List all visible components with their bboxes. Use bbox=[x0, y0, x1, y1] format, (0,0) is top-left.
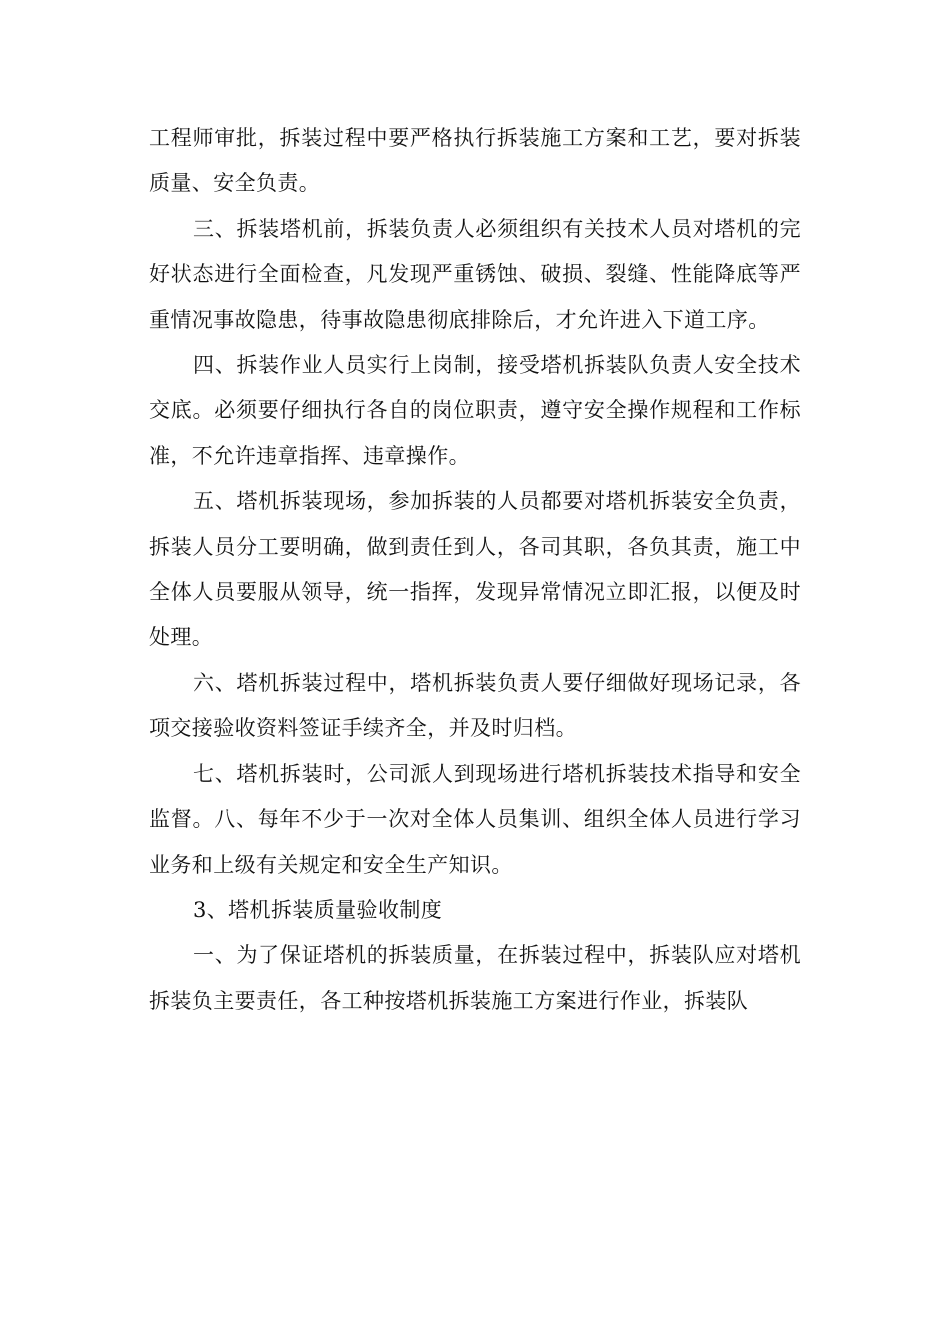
paragraph-item-6: 六、塔机拆装过程中，塔机拆装负责人要仔细做好现场记录，各项交接验收资料签证手续齐全，并及时归档。 bbox=[149, 670, 801, 741]
document-body bbox=[149, 116, 801, 1024]
paragraph-item-7: 七、塔机拆装时，公司派人到现场进行塔机拆装技术指导和安全监督。八、每年不少于一次对全体人员集训、组织全体人员进行学习业务和上级有关规定和安全生产知识。 bbox=[149, 761, 801, 877]
paragraph-item-1: 一、为了保证塔机的拆装质量，在拆装过程中，拆装队应对塔机拆装负主要责任，各工种按塔机拆装施工方案进行作业，拆装队 bbox=[149, 943, 801, 1013]
paragraph-item-4: 四、拆装作业人员实行上岗制，接受塔机拆装队负责人安全技术交底。必须要仔细执行各自的岗位职责，遵守安全操作规程和工作标准，不允许违章指挥、违章操作。 bbox=[149, 353, 801, 468]
paragraph-continuation: 工程师审批，拆装过程中要严格执行拆装施工方案和工艺，要对拆装质量、安全负责。 bbox=[149, 126, 801, 196]
section-heading: 3、塔机拆装质量验收制度 bbox=[193, 897, 443, 922]
paragraph-item-3: 三、拆装塔机前，拆装负责人必须组织有关技术人员对塔机的完好状态进行全面检查，凡发现严重锈蚀、破损、裂缝、性能降底等严重情况事故隐患，待事故隐患彻底排除后，才允许进入下道工序。 bbox=[149, 216, 801, 332]
paragraph-item-5: 五、塔机拆装现场，参加拆装的人员都要对塔机拆装安全负责，拆装人员分工要明确，做到责任到人，各司其职，各负其责，施工中全体人员要服从领导，统一指挥，发现异常情况立即汇报，以便及时处理。 bbox=[149, 489, 801, 650]
